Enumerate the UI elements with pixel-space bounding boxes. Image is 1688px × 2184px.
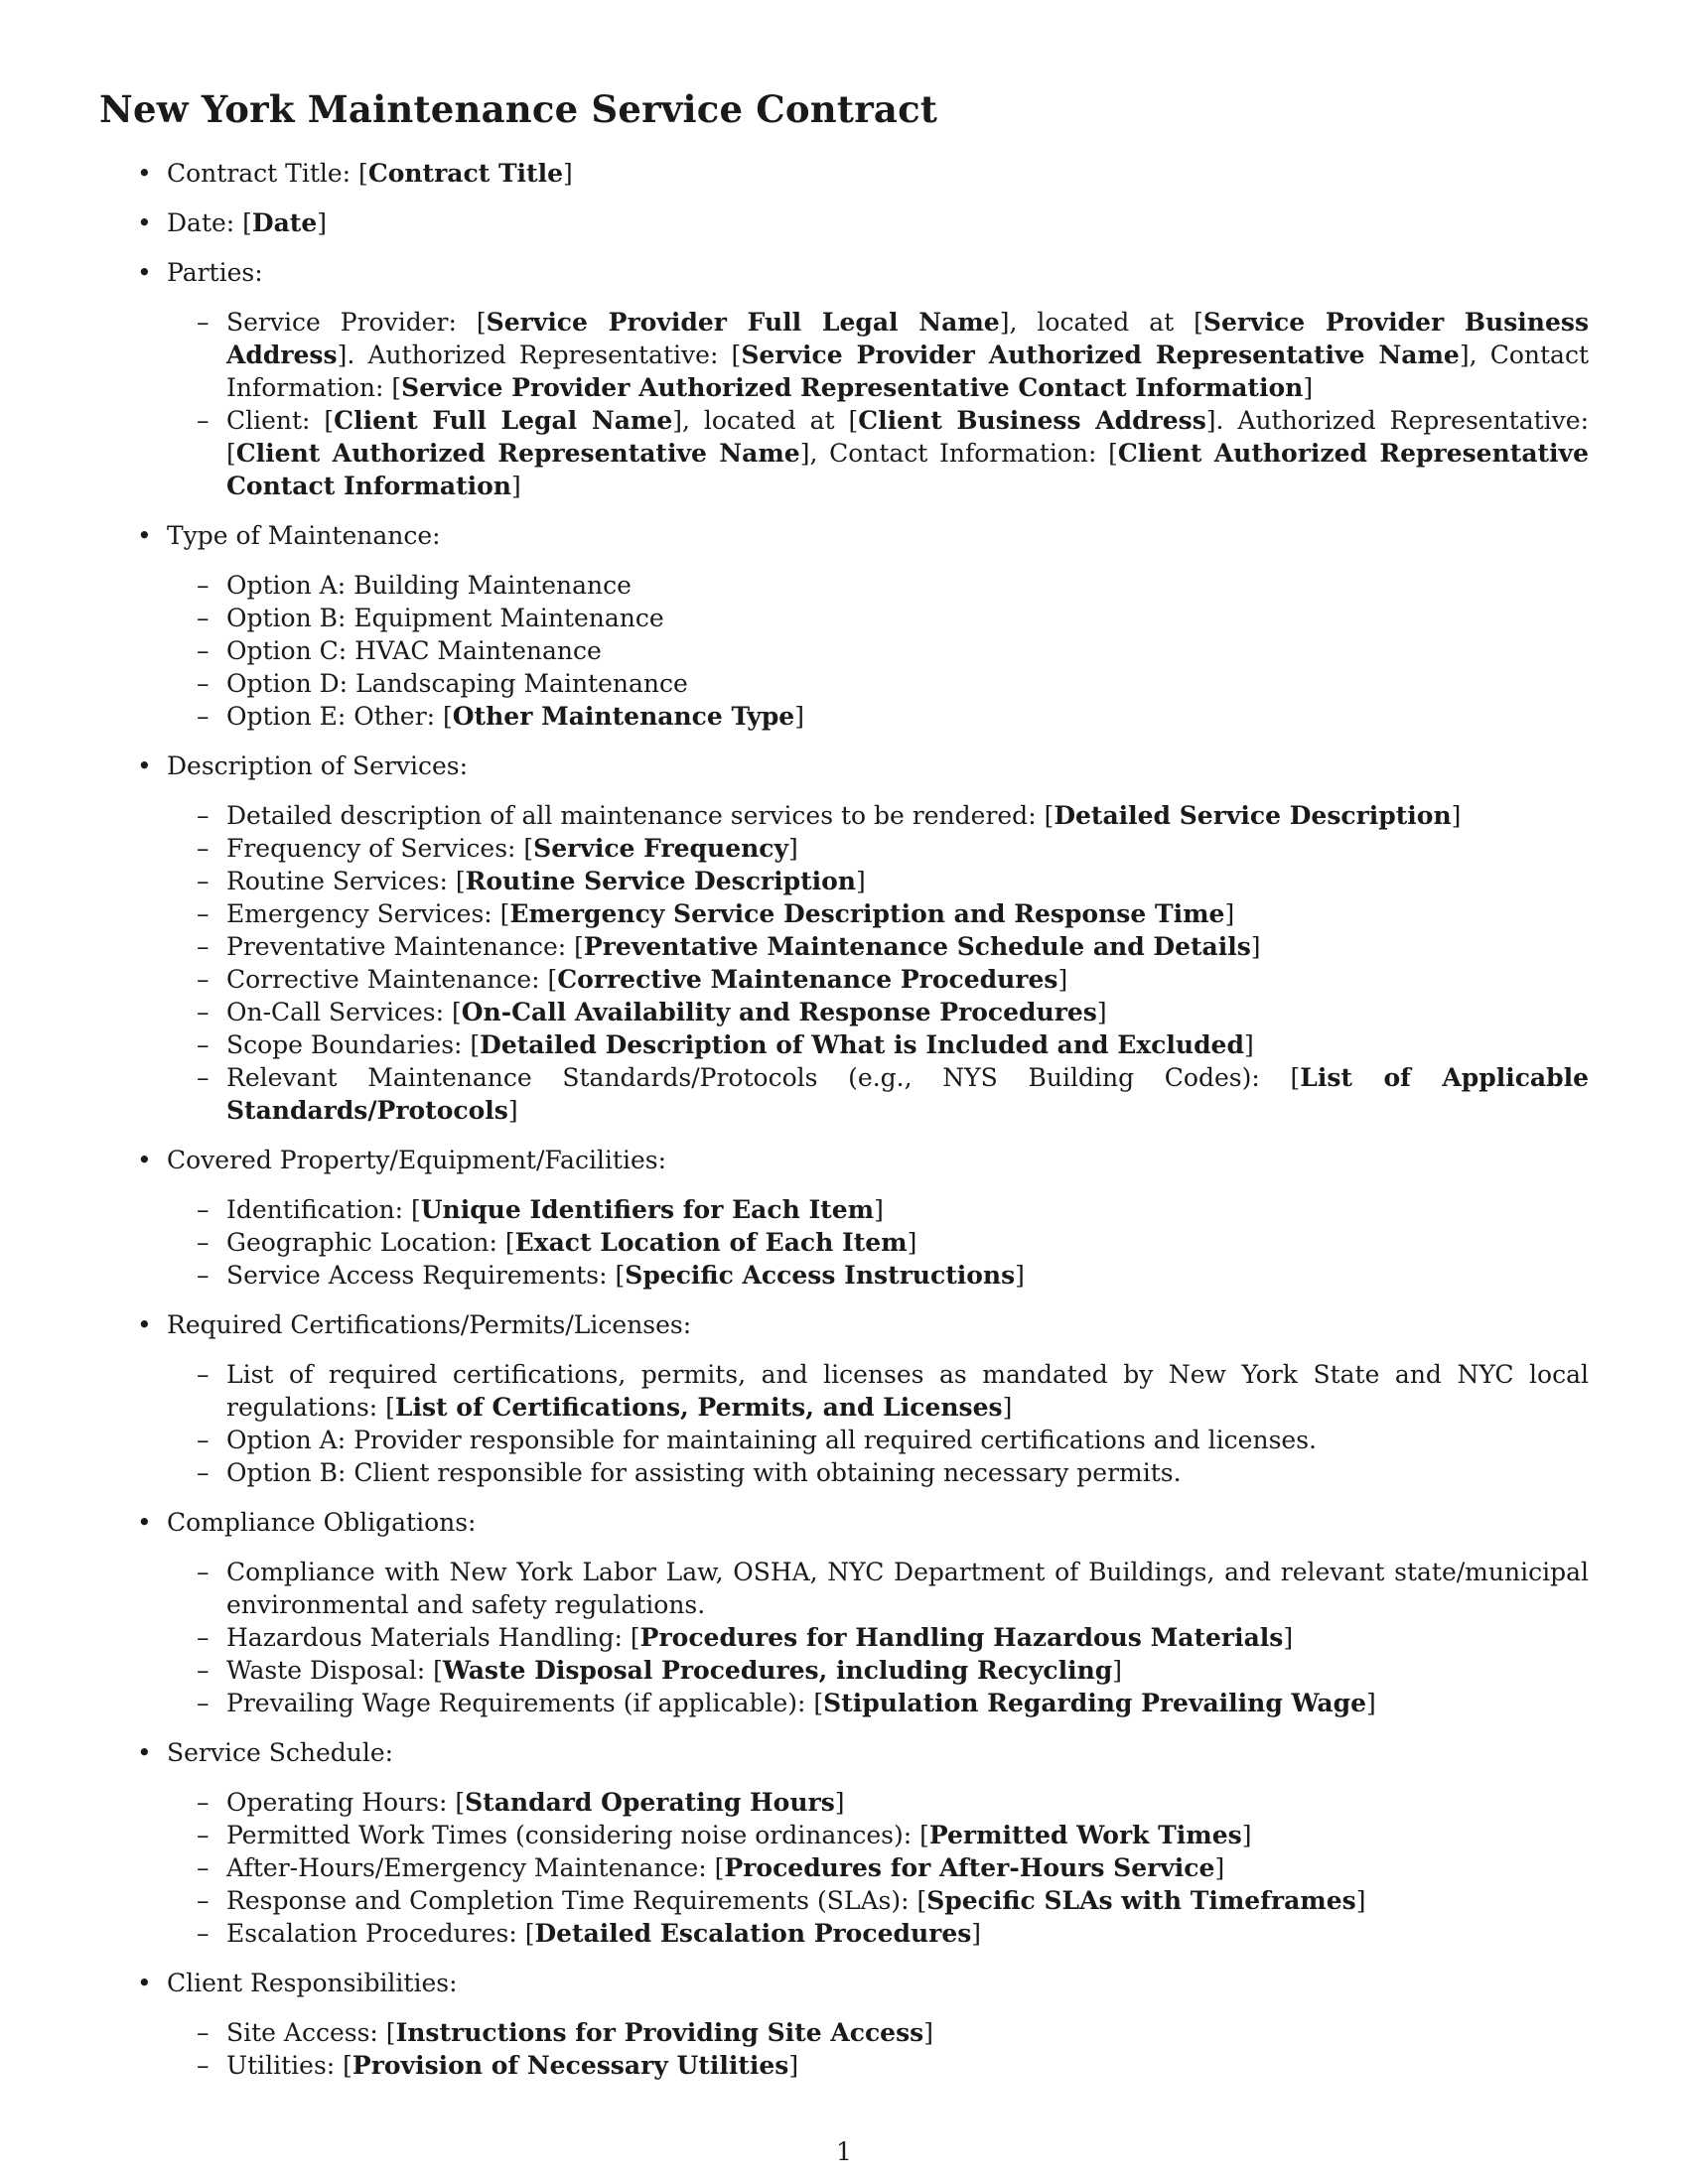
list-item: – Option E: Other: [Other Maintenance Type] <box>167 700 1589 733</box>
list-item: – Response and Completion Time Requirements (SLAs): [Specific SLAs with Timeframes] <box>167 1884 1589 1917</box>
list-item: – Preventative Maintenance: [Preventative Maintenance Schedule and Details] <box>167 930 1589 963</box>
property-section: • Covered Property/Equipment/Facilities: – Identification: [Unique Identifiers for Each Item] – Geographic Location: [Exact Location of Each Item] – Service Access Requirements: [Specific Access Instructions] <box>99 1144 1589 1292</box>
list-item: – Permitted Work Times (considering noise ordinances): [Permitted Work Times] <box>167 1819 1589 1851</box>
service-provider-item: – Service Provider: [Service Provider Full Legal Name], located at [Service Provider Business Address]. Authorized Representative: [Service Provider Authorized Representative Name], Contact Information: [Service Provider Authorized Representative Contact Information] <box>167 306 1589 404</box>
maintenance-type-section: • Type of Maintenance: – Option A: Building Maintenance – Option B: Equipment Maintenance – Option C: HVAC Maintenance – Option D: Landscaping Maintenance – Option E: Other: [Other Maintenance Type] <box>99 519 1589 733</box>
document-title: New York Maintenance Service Contract <box>99 87 938 131</box>
document-page <box>99 87 1589 2099</box>
list-item: – Option A: Building Maintenance <box>167 569 1589 602</box>
list-item: – Routine Services: [Routine Service Description] <box>167 865 1589 897</box>
list-item: – Compliance with New York Labor Law, OSHA, NYC Department of Buildings, and relevant state/municipal environmental and safety regulations. <box>167 1556 1589 1621</box>
list-item: – Escalation Procedures: [Detailed Escalation Procedures] <box>167 1917 1589 1950</box>
list-item: – Waste Disposal: [Waste Disposal Procedures, including Recycling] <box>167 1654 1589 1687</box>
list-item: – Geographic Location: [Exact Location of Each Item] <box>167 1226 1589 1259</box>
list-item: – Scope Boundaries: [Detailed Description of What is Included and Excluded] <box>167 1028 1589 1061</box>
services-section: • Description of Services: – Detailed description of all maintenance services to be rendered: [Detailed Service Description] – Frequency of Services: [Service Frequency] – Routine Services: [Routine Service Description] – Emergency Services: [Emergency Service Description and Response Time] – Preventative Maintenance: [Preventative Maintenance Schedule and Details] – Corrective Maintenance: [Corrective Maintenance Procedures] – On-Call Services: [On-Call Availability and Response Procedures] – Scope Boundaries: [Detailed Description of What is Included and Excluded] – Relevant Maintenance Standards/Protocols (e.g., NYS Building Codes): [List of Applicable Standards/Protocols] <box>99 750 1589 1127</box>
certifications-section: • Required Certifications/Permits/Licenses: – List of required certifications, permits, and licenses as mandated by New York State and NYC local regulations: [List of Certifications, Permits, and Licenses] – Option A: Provider responsible for maintaining all required certifications and licenses. – Option B: Client responsible for assisting with obtaining necessary permits. <box>99 1308 1589 1489</box>
list-item: – List of required certifications, permits, and licenses as mandated by New York State and NYC local regulations: [List of Certifications, Permits, and Licenses] <box>167 1358 1589 1424</box>
list-item: – On-Call Services: [On-Call Availability and Response Procedures] <box>167 996 1589 1028</box>
list-item: – Site Access: [Instructions for Providing Site Access] <box>167 2016 1589 2049</box>
compliance-section: • Compliance Obligations: – Compliance with New York Labor Law, OSHA, NYC Department of Buildings, and relevant state/municipal environmental and safety regulations. – Hazardous Materials Handling: [Procedures for Handling Hazardous Materials] – Waste Disposal: [Waste Disposal Procedures, including Recycling] – Prevailing Wage Requirements (if applicable): [Stipulation Regarding Prevailing Wage] <box>99 1506 1589 1719</box>
date-item: • Date: [Date] <box>99 206 1589 239</box>
list-item: – Prevailing Wage Requirements (if applicable): [Stipulation Regarding Prevailing Wage] <box>167 1687 1589 1719</box>
list-item: – Option C: HVAC Maintenance <box>167 634 1589 667</box>
list-item: – Frequency of Services: [Service Frequency] <box>167 832 1589 865</box>
list-item: – Option A: Provider responsible for maintaining all required certifications and licenses. <box>167 1424 1589 1456</box>
list-item: – Option B: Client responsible for assisting with obtaining necessary permits. <box>167 1456 1589 1489</box>
list-item: – Detailed description of all maintenance services to be rendered: [Detailed Service Description] <box>167 799 1589 832</box>
list-item: – Relevant Maintenance Standards/Protocols (e.g., NYS Building Codes): [List of Applicable Standards/Protocols] <box>167 1061 1589 1127</box>
schedule-section: • Service Schedule: – Operating Hours: [Standard Operating Hours] – Permitted Work Times (considering noise ordinances): [Permitted Work Times] – After-Hours/Emergency Maintenance: [Procedures for After-Hours Service] – Response and Completion Time Requirements (SLAs): [Specific SLAs with Timeframes] – Escalation Procedures: [Detailed Escalation Procedures] <box>99 1736 1589 1950</box>
client-responsibilities-section: • Client Responsibilities: – Site Access: [Instructions for Providing Site Access] – Utilities: [Provision of Necessary Utilities] <box>99 1967 1589 2082</box>
list-item: – Operating Hours: [Standard Operating Hours] <box>167 1786 1589 1819</box>
list-item: – Utilities: [Provision of Necessary Utilities] <box>167 2049 1589 2082</box>
contract-title-item: • Contract Title: [Contract Title] <box>99 157 1589 190</box>
page-number: 1 <box>836 2137 852 2166</box>
list-item: – After-Hours/Emergency Maintenance: [Procedures for After-Hours Service] <box>167 1851 1589 1884</box>
list-item: – Emergency Services: [Emergency Service Description and Response Time] <box>167 897 1589 930</box>
list-item: – Hazardous Materials Handling: [Procedures for Handling Hazardous Materials] <box>167 1621 1589 1654</box>
list-item: – Identification: [Unique Identifiers for Each Item] <box>167 1193 1589 1226</box>
list-item: – Option B: Equipment Maintenance <box>167 602 1589 634</box>
contract-sections <box>99 157 1589 2082</box>
client-item: – Client: [Client Full Legal Name], located at [Client Business Address]. Authorized Representative: [Client Authorized Representative Name], Contact Information: [Client Authorized Representative Contact Information] <box>167 404 1589 502</box>
list-item: – Option D: Landscaping Maintenance <box>167 667 1589 700</box>
list-item: – Corrective Maintenance: [Corrective Maintenance Procedures] <box>167 963 1589 996</box>
list-item: – Service Access Requirements: [Specific Access Instructions] <box>167 1259 1589 1292</box>
parties-section: • Parties: – Service Provider: [Service Provider Full Legal Name], located at [Service Provider Business Address]. Authorized Representative: [Service Provider Authorized Representative Name], Contact Information: [Service Provider Authorized Representative Contact Information] – Client: [Client Full Legal Name], located at [Client Business Address]. Authorized Representative: [Client Authorized Representative Name], Contact Information: [Client Authorized Representative Contact Information] <box>99 256 1589 502</box>
